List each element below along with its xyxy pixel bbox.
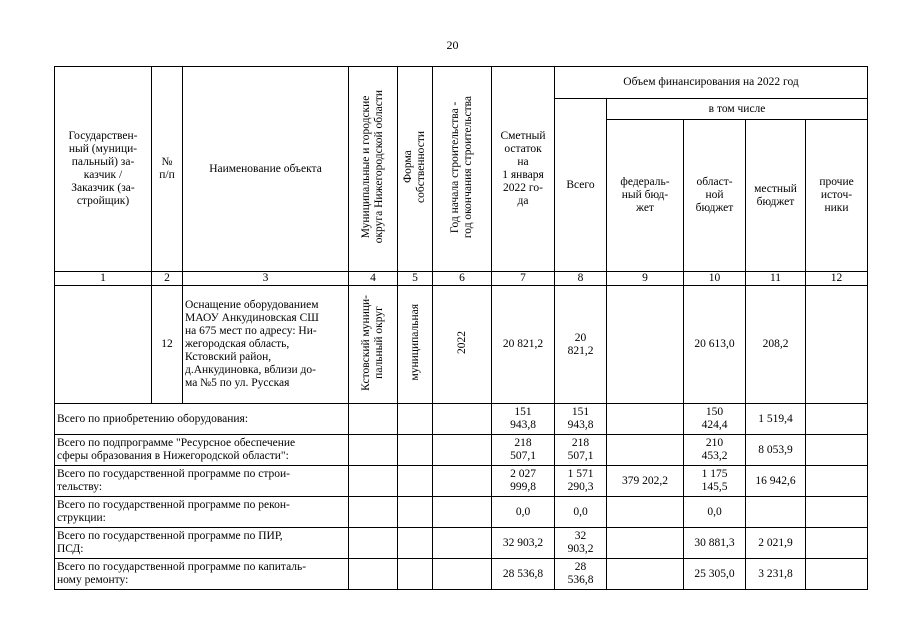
empty-cell — [349, 466, 398, 497]
total-total: 32 903,2 — [555, 528, 607, 559]
total-total: 218 507,1 — [555, 435, 607, 466]
header-local: местный бюджет — [746, 120, 806, 272]
total-local: 8 053,9 — [746, 435, 806, 466]
total-other — [806, 497, 868, 528]
empty-cell — [433, 435, 492, 466]
empty-cell — [398, 559, 433, 590]
header-row-1 — [55, 67, 868, 99]
total-estimated-balance: 2 027 999,8 — [492, 466, 555, 497]
total-regional: 30 881,3 — [684, 528, 746, 559]
total-row-reconstruction — [55, 497, 868, 528]
total-label: Всего по государственной программе по строи- тельству: — [55, 466, 349, 497]
header-object-name: Наименование объекта — [183, 67, 349, 272]
total-regional: 25 305,0 — [684, 559, 746, 590]
empty-cell — [349, 497, 398, 528]
header-years — [433, 67, 492, 272]
object-row — [55, 286, 868, 404]
object-ownership-text: муниципальная — [408, 304, 421, 381]
empty-cell — [398, 404, 433, 435]
total-row-subprogram — [55, 435, 868, 466]
header-municipality-text: Муниципальные и городские округа Нижегородской области — [360, 90, 385, 244]
total-local: 16 942,6 — [746, 466, 806, 497]
total-local: 3 231,8 — [746, 559, 806, 590]
column-number: 3 — [183, 272, 349, 286]
total-label: Всего по подпрограмме "Ресурсное обеспечение сферы образования в Нижегородской области": — [55, 435, 349, 466]
total-federal — [607, 559, 684, 590]
column-number: 2 — [152, 272, 183, 286]
column-number: 11 — [746, 272, 806, 286]
total-other — [806, 528, 868, 559]
object-customer — [55, 286, 152, 404]
object-federal — [607, 286, 684, 404]
object-years-text: 2022 — [455, 331, 468, 354]
column-number: 7 — [492, 272, 555, 286]
empty-cell — [433, 528, 492, 559]
header-num: № п/п — [152, 67, 183, 272]
empty-cell — [433, 497, 492, 528]
total-estimated-balance: 32 903,2 — [492, 528, 555, 559]
total-estimated-balance: 0,0 — [492, 497, 555, 528]
total-federal — [607, 497, 684, 528]
object-other — [806, 286, 868, 404]
header-including: в том числе — [607, 99, 868, 120]
column-number: 8 — [555, 272, 607, 286]
column-number: 4 — [349, 272, 398, 286]
total-label: Всего по государственной программе по капиталь- ному ремонту: — [55, 559, 349, 590]
empty-cell — [349, 404, 398, 435]
total-regional: 210 453,2 — [684, 435, 746, 466]
object-local: 208,2 — [746, 286, 806, 404]
header-years-text: Год начала строительства - год окончания строительства — [449, 95, 474, 239]
header-customer: Государствен- ный (муници- пальный) за- казчик / Заказчик (за- стройщик) — [55, 67, 152, 272]
header-federal: федераль- ный бюд- жет — [607, 120, 684, 272]
total-row-equipment — [55, 404, 868, 435]
column-number: 6 — [433, 272, 492, 286]
total-estimated-balance: 218 507,1 — [492, 435, 555, 466]
object-num: 12 — [152, 286, 183, 404]
empty-cell — [398, 528, 433, 559]
header-ownership — [398, 67, 433, 272]
object-municipality — [349, 286, 398, 404]
column-numbers-row — [55, 272, 868, 286]
column-number: 12 — [806, 272, 868, 286]
total-row-design — [55, 528, 868, 559]
total-label: Всего по государственной программе по ПИР, ПСД: — [55, 528, 349, 559]
total-other — [806, 435, 868, 466]
total-local: 2 021,9 — [746, 528, 806, 559]
empty-cell — [349, 528, 398, 559]
header-estimated-balance: Сметный остаток на 1 января 2022 го- да — [492, 67, 555, 272]
object-ownership — [398, 286, 433, 404]
page-number: 20 — [446, 38, 459, 52]
total-federal — [607, 435, 684, 466]
empty-cell — [398, 435, 433, 466]
total-row-construction — [55, 466, 868, 497]
column-number: 10 — [684, 272, 746, 286]
total-local: 1 519,4 — [746, 404, 806, 435]
empty-cell — [349, 559, 398, 590]
total-estimated-balance: 151 943,8 — [492, 404, 555, 435]
header-total: Всего — [555, 99, 607, 272]
total-regional: 1 175 145,5 — [684, 466, 746, 497]
total-label: Всего по приобретению оборудования: — [55, 404, 349, 435]
empty-cell — [433, 466, 492, 497]
total-other — [806, 404, 868, 435]
total-total: 1 571 290,3 — [555, 466, 607, 497]
total-other — [806, 466, 868, 497]
header-municipality — [349, 67, 398, 272]
total-other — [806, 559, 868, 590]
empty-cell — [433, 404, 492, 435]
total-federal: 379 202,2 — [607, 466, 684, 497]
total-local — [746, 497, 806, 528]
total-total: 28 536,8 — [555, 559, 607, 590]
empty-cell — [433, 559, 492, 590]
header-ownership-text: Форма собственности — [402, 131, 427, 203]
object-years — [433, 286, 492, 404]
total-federal — [607, 528, 684, 559]
header-funding: Объем финансирования на 2022 год — [555, 67, 868, 99]
empty-cell — [398, 466, 433, 497]
column-number: 1 — [55, 272, 152, 286]
total-label: Всего по государственной программе по рекон- струкции: — [55, 497, 349, 528]
object-total: 20 821,2 — [555, 286, 607, 404]
empty-cell — [349, 435, 398, 466]
object-municipality-text: Кстовский муници- пальный округ — [360, 294, 385, 391]
total-regional: 150 424,4 — [684, 404, 746, 435]
header-regional: област- ной бюджет — [684, 120, 746, 272]
total-federal — [607, 404, 684, 435]
column-number: 9 — [607, 272, 684, 286]
object-estimated-balance: 20 821,2 — [492, 286, 555, 404]
total-row-capital-repair — [55, 559, 868, 590]
total-regional: 0,0 — [684, 497, 746, 528]
header-other: прочие источ- ники — [806, 120, 868, 272]
empty-cell — [398, 497, 433, 528]
column-number: 5 — [398, 272, 433, 286]
financing-table — [54, 66, 868, 590]
object-name: Оснащение оборудованием МАОУ Анкудиновская СШ на 675 мест по адресу: Ни- жегородская область, Кстовский район, д.Анкудиновка, вблизи до- ма №5 по ул. Русская — [183, 286, 349, 404]
total-total: 151 943,8 — [555, 404, 607, 435]
total-total: 0,0 — [555, 497, 607, 528]
total-estimated-balance: 28 536,8 — [492, 559, 555, 590]
object-regional: 20 613,0 — [684, 286, 746, 404]
